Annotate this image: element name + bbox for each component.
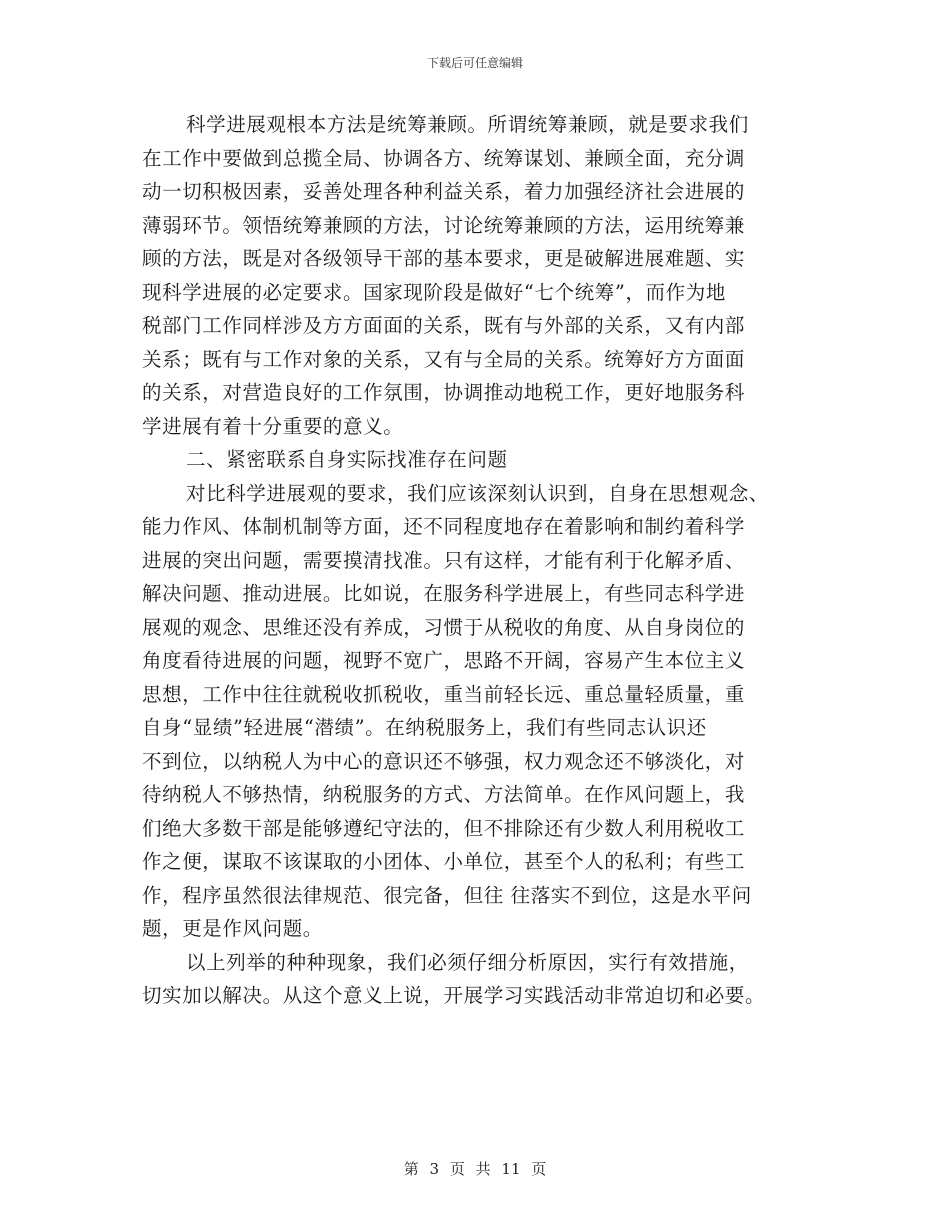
paragraph-line: 现科学进展的必定要求。国家现阶段是做好“七个统筹”，而作为地: [142, 280, 726, 304]
paragraph-line: 进展的突出问题，需要摸清找准。只有这样，才能有利于化解矛盾、: [142, 548, 746, 572]
page-header-note: 下载后可任意编辑: [426, 56, 523, 70]
paragraph-line: 动一切积极因素，妥善处理各种利益关系，着力加强经济社会进展的: [142, 180, 746, 203]
paragraph-line: 关系；既有与工作对象的关系，又有与全局的关系。统筹好方方面面: [142, 347, 746, 371]
paragraph-line: 思想，工作中往往就税收抓税收，重当前轻长远、重总量轻质量，重: [142, 682, 746, 706]
paragraph-line: 角度看待进展的问题，视野不宽广，思路不开阔，容易产生本位主义: [142, 649, 746, 672]
paragraph-line: 不到位，以纳税人为中心的意识还不够强，权力观念还不够淡化，对: [142, 749, 746, 773]
paragraph-line: 学进展有着十分重要的意义。: [142, 414, 404, 438]
section-heading: 二、紧密联系自身实际找准存在问题: [186, 448, 508, 471]
paragraph-line: 在工作中要做到总揽全局、协调各方、统筹谋划、兼顾全面，充分调: [142, 146, 746, 170]
paragraph-line: 作，程序虽然很法律规范、很完备，但往 往落实不到位，这是水平问: [142, 883, 752, 907]
paragraph-line: 自身“显绩”轻进展“潜绩”。在纳税服务上，我们有些同志认识还: [142, 716, 707, 739]
paragraph-line: 解决问题、推动进展。比如说，在服务科学进展上，有些同志科学进: [142, 582, 746, 605]
page-mid: 页: [449, 1160, 465, 1178]
paragraph-line: 题，更是作风问题。: [142, 917, 323, 940]
total-prefix: 共: [475, 1160, 491, 1178]
paragraph-line: 科学进展观根本方法是统筹兼顾。所谓统筹兼顾，就是要求我们: [186, 113, 749, 136]
paragraph-line: 薄弱环节。领悟统筹兼顾的方法，讨论统筹兼顾的方法，运用统筹兼: [142, 213, 746, 237]
paragraph-line: 切实加以解决。从这个意义上说，开展学习实践活动非常迫切和必要。: [142, 984, 766, 1007]
paragraph-line: 们绝大多数干部是能够遵纪守法的，但不排除还有少数人利用税收工: [142, 816, 746, 840]
paragraph-line: 对比科学进展观的要求，我们应该深刻认识到，自身在思想观念、: [186, 481, 769, 505]
page-prefix: 第: [403, 1160, 419, 1178]
page-number-footer: [0, 1158, 950, 1179]
page-number: 3: [429, 1160, 440, 1178]
document-body: [142, 108, 810, 1013]
paragraph-line: 待纳税人不够热情，纳税服务的方式、方法简单。在作风问题上，我: [142, 783, 746, 806]
paragraph-line: 的关系，对营造良好的工作氛围，协调推动地税工作，更好地服务科: [142, 381, 746, 404]
paragraph-line: 税部门工作同样涉及方方面面的关系，既有与外部的关系，又有内部: [142, 314, 746, 337]
paragraph-line: 展观的观念、思维还没有养成，习惯于从税收的角度、从自身岗位的: [142, 615, 746, 639]
paragraph-line: 能力作风、体制机制等方面，还不同程度地存在着影响和制约着科学: [142, 515, 746, 538]
paragraph-line: 以上列举的种种现象，我们必须仔细分析原因，实行有效措施，: [186, 950, 749, 974]
total-suffix: 页: [531, 1160, 547, 1178]
total-pages: 11: [501, 1160, 521, 1178]
paragraph-line: 顾的方法，既是对各级领导干部的基本要求，更是破解进展难题、实: [142, 247, 746, 270]
paragraph-line: 作之便，谋取不该谋取的小团体、小单位，甚至个人的私利；有些工: [142, 850, 746, 873]
